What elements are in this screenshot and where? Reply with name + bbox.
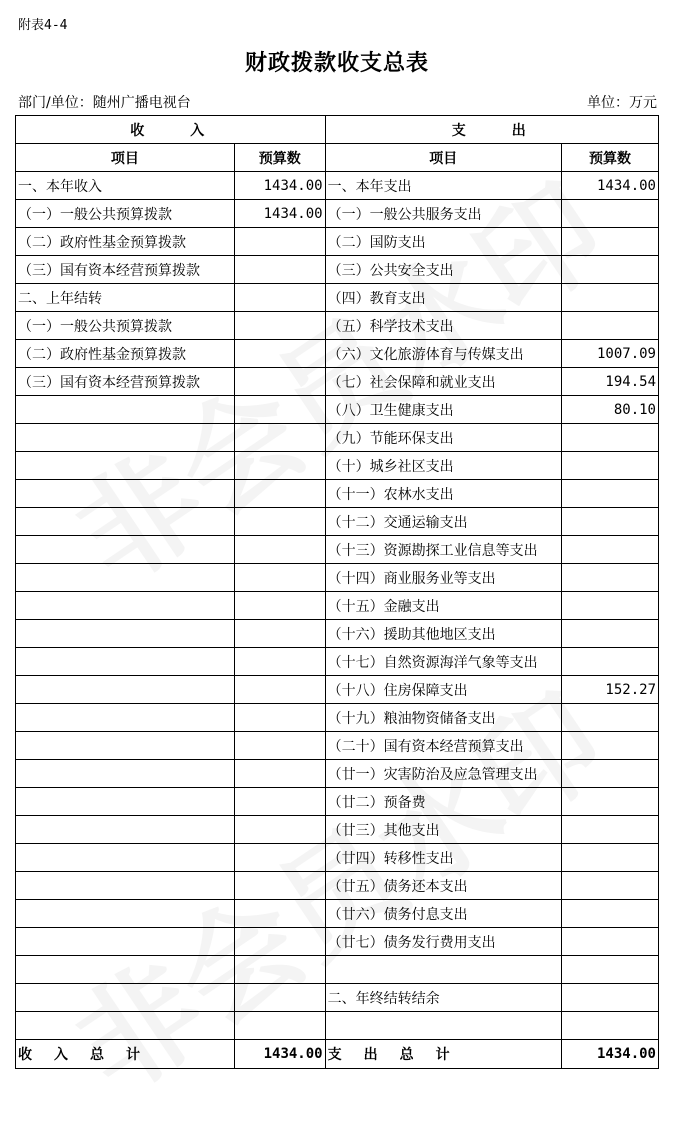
income-amount-cell <box>234 564 325 592</box>
income-amount-cell <box>234 592 325 620</box>
expense-item-cell: （十四）商业服务业等支出 <box>325 564 561 592</box>
table-row <box>16 900 659 928</box>
income-item-cell <box>16 480 235 508</box>
expense-amount-cell: 194.54 <box>561 368 658 396</box>
income-item-cell <box>16 844 235 872</box>
table-row <box>16 256 659 284</box>
table-row <box>16 172 659 200</box>
expense-item-cell: （廿七）债务发行费用支出 <box>325 928 561 956</box>
table-row <box>16 396 659 424</box>
income-section-header: 收 入 <box>16 116 326 144</box>
expense-amount-cell <box>561 816 658 844</box>
income-amount-cell <box>234 396 325 424</box>
income-amount-cell <box>234 704 325 732</box>
table-row <box>16 228 659 256</box>
income-item-cell <box>16 732 235 760</box>
income-amount-cell <box>234 620 325 648</box>
income-amount-cell <box>234 340 325 368</box>
income-item-cell: （二）政府性基金预算拨款 <box>16 340 235 368</box>
income-item-cell <box>16 592 235 620</box>
expense-item-cell: （二）国防支出 <box>325 228 561 256</box>
income-item-header: 项目 <box>16 144 235 172</box>
expense-amount-cell <box>561 620 658 648</box>
expense-amount-cell: 1434.00 <box>561 172 658 200</box>
income-item-cell: 二、上年结转 <box>16 284 235 312</box>
expense-amount-cell <box>561 480 658 508</box>
table-row <box>16 424 659 452</box>
income-amount-cell <box>234 900 325 928</box>
expense-item-cell: （一）一般公共服务支出 <box>325 200 561 228</box>
income-amount-cell <box>234 228 325 256</box>
expense-total-value: 1434.00 <box>561 1040 658 1069</box>
table-row <box>16 536 659 564</box>
expense-amount-cell <box>561 452 658 480</box>
expense-item-cell <box>325 956 561 984</box>
income-item-cell <box>16 956 235 984</box>
section-header-row <box>16 116 659 144</box>
table-row <box>16 368 659 396</box>
income-item-cell <box>16 452 235 480</box>
income-amount-cell <box>234 872 325 900</box>
expense-item-cell <box>325 1012 561 1040</box>
income-item-cell: （三）国有资本经营预算拨款 <box>16 368 235 396</box>
income-amount-header: 预算数 <box>234 144 325 172</box>
expense-item-cell: （廿五）债务还本支出 <box>325 872 561 900</box>
income-item-cell <box>16 508 235 536</box>
table-row <box>16 452 659 480</box>
expense-total-label: 支 出 总 计 <box>325 1040 561 1069</box>
expense-amount-cell <box>561 508 658 536</box>
income-item-cell: （一）一般公共预算拨款 <box>16 312 235 340</box>
expense-item-cell: （十一）农林水支出 <box>325 480 561 508</box>
expense-amount-cell <box>561 844 658 872</box>
income-amount-cell <box>234 424 325 452</box>
expense-amount-cell <box>561 256 658 284</box>
expense-amount-cell <box>561 704 658 732</box>
expense-amount-cell <box>561 312 658 340</box>
expense-amount-cell <box>561 872 658 900</box>
expense-item-cell: （廿三）其他支出 <box>325 816 561 844</box>
table-row <box>16 872 659 900</box>
expense-item-cell: （四）教育支出 <box>325 284 561 312</box>
income-item-cell <box>16 984 235 1012</box>
income-total-value: 1434.00 <box>234 1040 325 1069</box>
table-row <box>16 844 659 872</box>
expense-amount-cell <box>561 732 658 760</box>
income-item-cell: （二）政府性基金预算拨款 <box>16 228 235 256</box>
table-row <box>16 704 659 732</box>
expense-item-cell: （十五）金融支出 <box>325 592 561 620</box>
table-row <box>16 956 659 984</box>
expense-item-cell: （廿一）灾害防治及应急管理支出 <box>325 760 561 788</box>
expense-amount-cell <box>561 984 658 1012</box>
column-header-row <box>16 144 659 172</box>
expense-amount-cell <box>561 900 658 928</box>
table-row <box>16 480 659 508</box>
table-row <box>16 984 659 1012</box>
expense-item-cell: （廿四）转移性支出 <box>325 844 561 872</box>
expense-item-cell: （十六）援助其他地区支出 <box>325 620 561 648</box>
income-amount-cell <box>234 984 325 1012</box>
table-row <box>16 592 659 620</box>
expense-amount-cell <box>561 760 658 788</box>
income-item-cell <box>16 396 235 424</box>
income-amount-cell <box>234 928 325 956</box>
expense-amount-cell <box>561 564 658 592</box>
expense-amount-cell <box>561 956 658 984</box>
expense-amount-cell <box>561 200 658 228</box>
income-item-cell <box>16 648 235 676</box>
expense-item-cell: （二十）国有资本经营预算支出 <box>325 732 561 760</box>
income-item-cell <box>16 872 235 900</box>
income-item-cell: （一）一般公共预算拨款 <box>16 200 235 228</box>
income-amount-cell <box>234 452 325 480</box>
income-amount-cell <box>234 732 325 760</box>
expense-amount-cell <box>561 424 658 452</box>
income-amount-cell <box>234 676 325 704</box>
table-row <box>16 284 659 312</box>
income-item-cell <box>16 788 235 816</box>
expense-amount-cell <box>561 592 658 620</box>
income-item-cell: （三）国有资本经营预算拨款 <box>16 256 235 284</box>
income-item-cell <box>16 564 235 592</box>
expense-amount-cell <box>561 228 658 256</box>
table-row <box>16 312 659 340</box>
income-item-cell <box>16 928 235 956</box>
expense-amount-cell: 152.27 <box>561 676 658 704</box>
expense-amount-cell <box>561 788 658 816</box>
expense-section-header: 支 出 <box>325 116 658 144</box>
table-row <box>16 648 659 676</box>
expense-amount-cell <box>561 928 658 956</box>
expense-amount-cell: 1007.09 <box>561 340 658 368</box>
expense-amount-cell <box>561 536 658 564</box>
income-item-cell <box>16 1012 235 1040</box>
expense-amount-cell: 80.10 <box>561 396 658 424</box>
table-row <box>16 676 659 704</box>
unit-label: 单位：万元 <box>587 95 657 111</box>
table-row <box>16 760 659 788</box>
income-amount-cell <box>234 788 325 816</box>
expense-item-cell: （六）文化旅游体育与传媒支出 <box>325 340 561 368</box>
expense-item-cell: 二、年终结转结余 <box>325 984 561 1012</box>
income-amount-cell <box>234 648 325 676</box>
expense-item-cell: 一、本年支出 <box>325 172 561 200</box>
income-amount-cell <box>234 256 325 284</box>
expense-item-cell: （十）城乡社区支出 <box>325 452 561 480</box>
income-item-cell <box>16 760 235 788</box>
expense-item-header: 项目 <box>325 144 561 172</box>
income-item-cell <box>16 900 235 928</box>
table-row <box>16 200 659 228</box>
income-item-cell <box>16 704 235 732</box>
total-row <box>16 1040 659 1069</box>
budget-table-body <box>16 116 659 1069</box>
page-label: 附表4-4 <box>18 18 68 33</box>
income-item-cell <box>16 816 235 844</box>
income-amount-cell <box>234 956 325 984</box>
income-item-cell: 一、本年收入 <box>16 172 235 200</box>
expense-amount-cell <box>561 648 658 676</box>
table-row <box>16 340 659 368</box>
expense-item-cell: （八）卫生健康支出 <box>325 396 561 424</box>
expense-item-cell: （十三）资源勘探工业信息等支出 <box>325 536 561 564</box>
income-amount-cell <box>234 844 325 872</box>
income-item-cell <box>16 620 235 648</box>
table-row <box>16 928 659 956</box>
income-amount-cell <box>234 284 325 312</box>
table-row <box>16 564 659 592</box>
income-amount-cell: 1434.00 <box>234 200 325 228</box>
page-title: 财政拨款收支总表 <box>244 51 429 76</box>
income-item-cell <box>16 424 235 452</box>
income-amount-cell <box>234 508 325 536</box>
expense-amount-cell <box>561 1012 658 1040</box>
expense-item-cell: （九）节能环保支出 <box>325 424 561 452</box>
expense-amount-cell <box>561 284 658 312</box>
table-row <box>16 788 659 816</box>
income-amount-cell <box>234 760 325 788</box>
income-amount-cell <box>234 536 325 564</box>
income-item-cell <box>16 536 235 564</box>
expense-amount-header: 预算数 <box>561 144 658 172</box>
expense-item-cell: （十二）交通运输支出 <box>325 508 561 536</box>
table-row <box>16 732 659 760</box>
table-row <box>16 508 659 536</box>
expense-item-cell: （七）社会保障和就业支出 <box>325 368 561 396</box>
income-amount-cell <box>234 312 325 340</box>
expense-item-cell: （廿二）预备费 <box>325 788 561 816</box>
expense-item-cell: （三）公共安全支出 <box>325 256 561 284</box>
table-row <box>16 816 659 844</box>
table-row <box>16 620 659 648</box>
expense-item-cell: （十九）粮油物资储备支出 <box>325 704 561 732</box>
expense-item-cell: （五）科学技术支出 <box>325 312 561 340</box>
department-label: 部门/单位：随州广播电视台 <box>18 95 191 111</box>
budget-table <box>15 115 659 1069</box>
income-amount-cell: 1434.00 <box>234 172 325 200</box>
expense-item-cell: （十八）住房保障支出 <box>325 676 561 704</box>
income-amount-cell <box>234 1012 325 1040</box>
income-total-label: 收 入 总 计 <box>16 1040 235 1069</box>
income-amount-cell <box>234 816 325 844</box>
expense-item-cell: （廿六）债务付息支出 <box>325 900 561 928</box>
table-row <box>16 1012 659 1040</box>
income-item-cell <box>16 676 235 704</box>
expense-item-cell: （十七）自然资源海洋气象等支出 <box>325 648 561 676</box>
income-amount-cell <box>234 480 325 508</box>
income-amount-cell <box>234 368 325 396</box>
